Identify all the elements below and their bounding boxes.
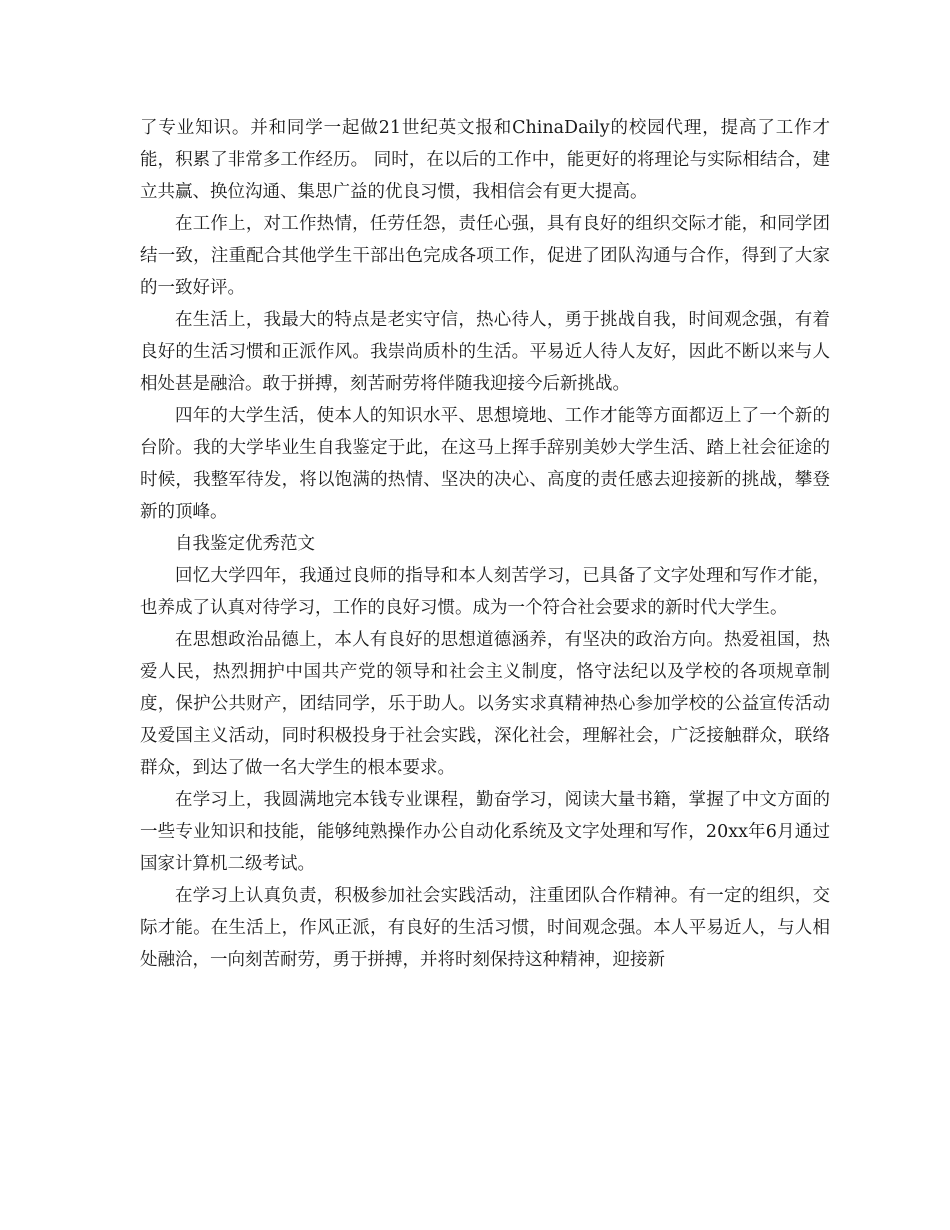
paragraph-6: 在思想政治品德上，本人有良好的思想道德涵养，有坚决的政治方向。热爱祖国，热爱人民，热烈拥护中国共产党的领导和社会主义制度，恪守法纪以及学校的各项规章制度，保护公共财产，团结同学，乐于助人。以务实求真精神热心参加学校的公益宣传活动及爱国主义活动，同时积极投身于社会实践，深化社会，理解社会，广泛接触群众，联络群众，到达了做一名大学生的根本要求。 (140, 630, 830, 778)
document-body (140, 112, 830, 976)
paragraph-4: 四年的大学生活，使本人的知识水平、思想境地、工作才能等方面都迈上了一个新的台阶。我的大学毕业生自我鉴定于此，在这马上挥手辞别美妙大学生活、踏上社会征途的时候，我整军待发，将以饱满的热情、坚决的决心、高度的责任感去迎接新的挑战，攀登新的顶峰。 (140, 406, 830, 522)
paragraph-8: 在学习上认真负责，积极参加社会实践活动，注重团队合作精神。有一定的组织，交际才能。在生活上，作风正派，有良好的生活习惯，时间观念强。本人平易近人，与人相处融洽，一向刻苦耐劳，勇于拼搏，并将时刻保持这种精神，迎接新 (140, 886, 830, 970)
section-heading: 自我鉴定优秀范文 (175, 534, 315, 554)
paragraph-5: 回忆大学四年，我通过良师的指导和本人刻苦学习，已具备了文字处理和写作才能，也养成了认真对待学习，工作的良好习惯。成为一个符合社会要求的新时代大学生。 (140, 566, 830, 618)
paragraph-7: 在学习上，我圆满地完本钱专业课程，勤奋学习，阅读大量书籍，掌握了中文方面的一些专业知识和技能，能够纯熟操作办公自动化系统及文字处理和写作，20xx年6月通过国家计算机二级考试。 (140, 790, 830, 874)
paragraph-1: 了专业知识。并和同学一起做21世纪英文报和ChinaDaily的校园代理，提高了工作才能，积累了非常多工作经历。 同时，在以后的工作中，能更好的将理论与实际相结合，建立共赢、换位沟通、集思广益的优良习惯，我相信会有更大提高。 (140, 118, 830, 202)
paragraph-3: 在生活上，我最大的特点是老实守信，热心待人，勇于挑战自我，时间观念强，有着良好的生活习惯和正派作风。我崇尚质朴的生活。平易近人待人友好，因此不断以来与人相处甚是融洽。敢于拼搏，刻苦耐劳将伴随我迎接今后新挑战。 (140, 310, 830, 394)
paragraph-2: 在工作上，对工作热情，任劳任怨，责任心强，具有良好的组织交际才能，和同学团结一致，注重配合其他学生干部出色完成各项工作，促进了团队沟通与合作，得到了大家的一致好评。 (140, 214, 830, 298)
